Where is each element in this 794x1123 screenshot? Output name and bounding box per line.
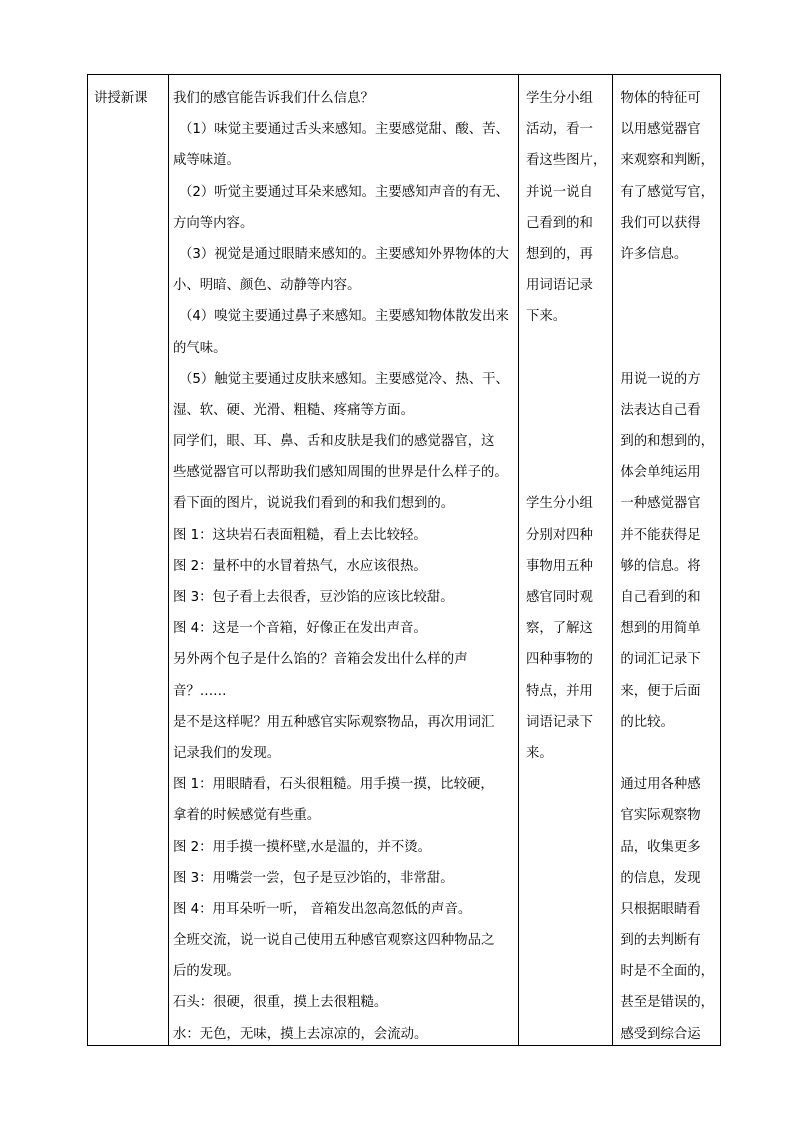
text-line: 法表达自己看 [620,402,701,418]
text-line: 甚至是错误的， [620,995,715,1011]
text-line: 是不是这样呢？用五种感官实际观察物品，再次用词汇 [173,714,495,730]
text-line: 咸等味道。 [173,153,240,169]
text-line: 想到的，再 [526,246,593,262]
student-activity [519,75,612,1045]
text-line: 事物用五种 [526,558,593,574]
text-line: 感官同时观 [526,590,593,605]
text-line: 音？…… [173,683,227,699]
text-line: 用说一说的方 [620,371,701,387]
text-line: 后的发现。 [173,964,240,980]
teaching-content [169,75,518,1045]
design-intent [613,75,720,1045]
text-line: 图 4：这是一个音箱，好像正在发出声音。 [173,621,427,637]
text-line: 够的信息。将 [620,558,701,574]
text-line: 来，便于后面 [620,683,701,699]
text-line: 些感觉器官可以帮助我们感知周围的世界是什么样子的。 [173,465,508,481]
teaching-content-cell [169,75,519,1046]
text-line: 四种事物的 [526,652,593,668]
text-line: 下来。 [526,309,567,325]
lesson-plan-table [87,74,721,1046]
text-line: （4）嗅觉主要通过鼻子来感知。主要感知物体散发出来 [179,309,509,325]
text-line: 体会单纯运用 [620,465,701,481]
blank-line [526,364,606,395]
text-line: 并不能获得足 [620,527,701,543]
text-line: 自己看到的和 [620,590,701,605]
text-line: 另外两个包子是什么馅的？音箱会发出什么样的声 [173,652,468,668]
text-line: 词语记录下 [526,714,593,730]
text-line: 的词汇记录下 [620,652,701,668]
text-line: 看下面的图片，说说我们看到的和我们想到的。 [173,496,455,512]
text-line: 有了感觉写官， [620,184,715,200]
text-line: 湿、软、硬、光滑、粗糙、疼痛等方面。 [173,402,415,418]
student-activity-cell [519,75,613,1046]
text-line: 特点，并用 [526,683,593,699]
text-line: 察，了解这 [526,621,593,637]
text-line: 己看到的和 [526,215,593,231]
section-label-cell [88,75,169,1046]
text-line: 的信息，发现 [620,870,701,886]
blank-line [526,457,606,488]
blank-line [620,270,714,301]
text-line: 到的去判断有 [620,933,701,949]
blank-line [526,395,606,426]
text-line: 学生分小组 [526,496,593,512]
text-line: （2）听觉主要通过耳朵来感知。主要感知声音的有无、 [179,184,509,200]
text-line: 许多信息。 [620,246,688,262]
text-line: 水：无色，无味，摸上去凉凉的，会流动。 [173,1026,428,1042]
text-line: 拿着的时候感觉有些重。 [173,808,321,824]
text-line: 图 3：用嘴尝一尝，包子是豆沙馅的，非常甜。 [173,870,454,886]
text-line: 一种感觉器官 [620,496,701,512]
text-line: 学生分小组 [526,91,593,106]
table-row [88,75,721,1046]
text-line: 到的和想到的， [620,434,715,450]
text-line: 物体的特征可 [620,91,701,106]
text-line: 图 2：用手摸一摸杯壁,水是温的，并不烫。 [173,839,432,855]
section-label: 讲授新课 [94,91,148,106]
text-line: 并说一说自 [526,184,593,200]
text-line: 我们的感官能告诉我们什么信息？ [173,91,374,106]
blank-line [526,333,606,364]
design-intent-cell [613,75,721,1046]
blank-line [526,426,606,457]
text-line: 图 2：量杯中的水冒着热气，水应该很热。 [173,558,427,574]
text-line: 品，收集更多 [620,839,701,855]
text-line: 分别对四种 [526,527,593,543]
text-line: 的气味。 [173,340,227,356]
text-line: 官实际观察物 [620,808,701,824]
text-line: 我们可以获得 [620,215,701,231]
text-line: 图 3：包子看上去很香，豆沙馅的应该比较甜。 [173,590,454,605]
text-line: 同学们，眼、耳、鼻、舌和皮肤是我们的感觉器官，这 [173,434,495,450]
text-line: 想到的用简单 [620,621,701,637]
text-line: 图 1：用眼睛看，石头很粗糙。用手摸一摸，比较硬， [173,777,494,793]
text-line: 石头：很硬，很重，摸上去很粗糙。 [173,995,388,1011]
text-line: 只根据眼睛看 [620,901,701,917]
blank-line [620,333,714,364]
text-line: （1）味觉主要通过舌头来感知。主要感觉甜、酸、苦、 [179,122,509,138]
text-line: 图 1：这块岩石表面粗糙，看上去比较轻。 [173,527,427,543]
text-line: （3）视觉是通过眼睛来感知的。主要感知外界物体的大 [179,246,509,262]
text-line: 小、明暗、颜色、动静等内容。 [173,278,361,294]
text-line: 时是不全面的， [620,964,715,980]
text-line: 用词语记录 [526,278,593,294]
text-line: 来。 [526,745,553,761]
text-line: 图 4：用耳朵听一听， 音箱发出忽高忽低的声音。 [173,901,472,917]
blank-line [620,738,714,769]
text-line: 通过用各种感 [620,777,701,793]
text-line: 活动，看一 [526,122,593,138]
text-line: 看这些图片， [526,153,607,169]
text-line: 来观察和判断， [620,153,715,169]
text-line: （5）触觉主要通过皮肤来感知。主要感觉冷、热、干、 [179,371,509,387]
text-line: 以用感觉器官 [620,122,701,138]
text-line: 方向等内容。 [173,215,254,231]
text-line: 的比较。 [620,714,674,730]
text-line: 感受到综合运 [620,1026,701,1042]
blank-line [620,301,714,332]
text-line: 全班交流，说一说自己使用五种感官观察这四种物品之 [173,933,495,949]
text-line: 记录我们的发现。 [173,745,281,761]
